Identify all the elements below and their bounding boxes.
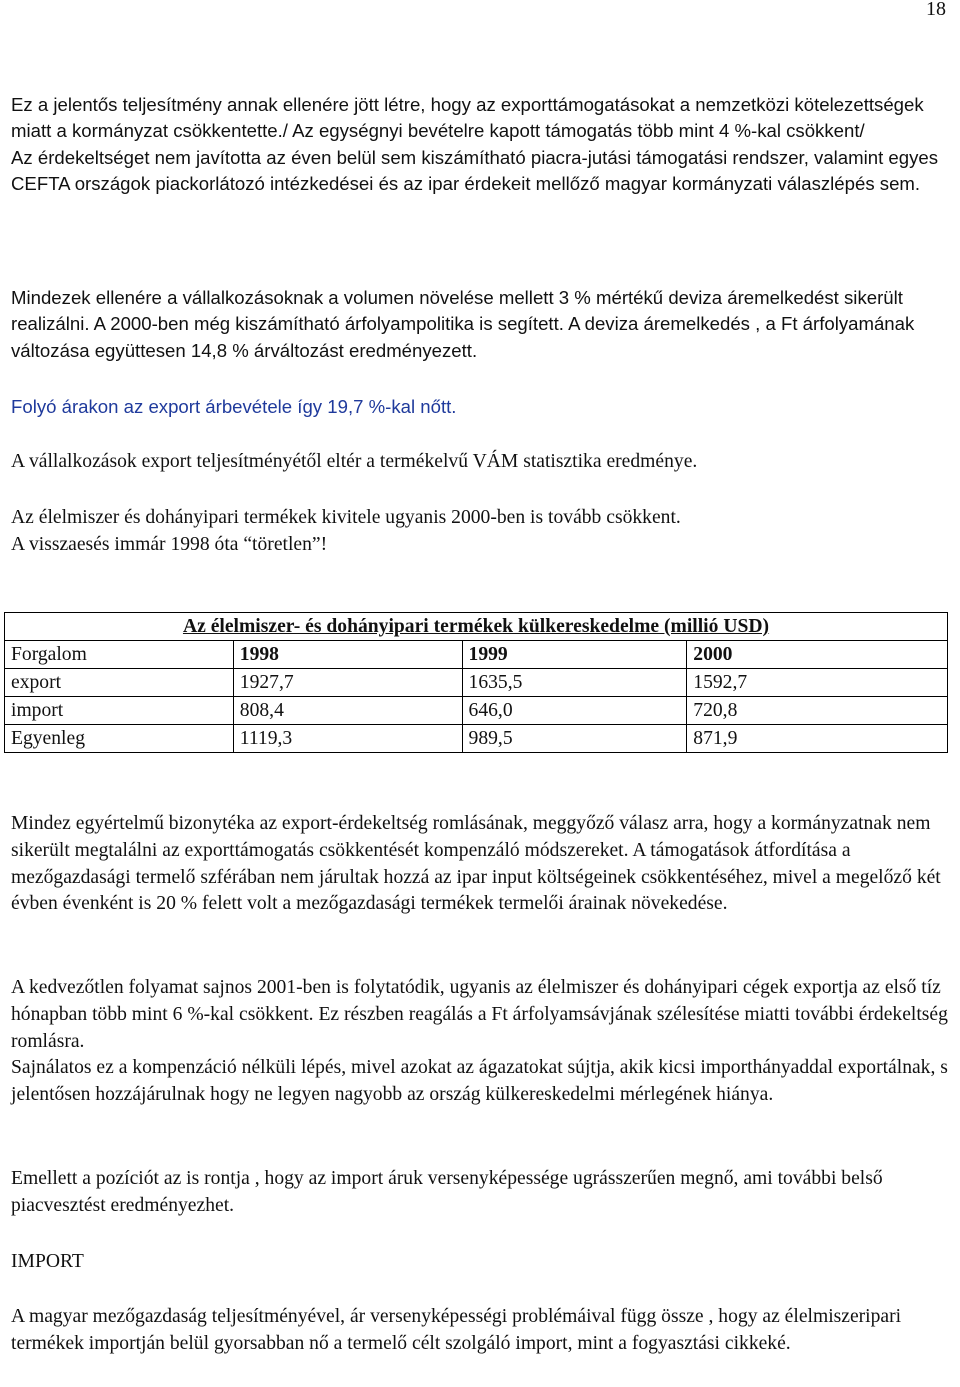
table-cell: 1927,7 xyxy=(233,669,462,697)
paragraph-2001-trend xyxy=(11,975,956,1109)
table-cell: 808,4 xyxy=(233,697,462,725)
table-header-cell: Forgalom xyxy=(5,641,234,669)
table-header-cell: 1999 xyxy=(462,641,687,669)
table-header-cell: 1998 xyxy=(233,641,462,669)
table-row xyxy=(5,725,948,753)
table-cell: 989,5 xyxy=(462,725,687,753)
paragraph-import-competitiveness xyxy=(11,1166,956,1220)
table-cell: 871,9 xyxy=(687,725,948,753)
paragraph-export-revenue xyxy=(11,394,956,420)
table-cell: 1119,3 xyxy=(233,725,462,753)
table-cell: 1592,7 xyxy=(687,669,948,697)
paragraph-text: Mindez egyértelmű bizonytéka az export-érdekeltség romlásának, meggyőző válasz arra, hogy a kormányzatnak nem sikerült megtalálni az exporttámogatás csökkentését kompenzáló módszereket. A támogatások átfordítása a mezőgazdasági termelő szférában nem járultak hozzá az ipar input költségeinek csökkentéséhez, mivel a megelőző két évben évenként is 20 % felett volt a mezőgazdasági termékek termelői árainak növekedése. xyxy=(11,813,941,915)
table-title-row xyxy=(5,613,948,641)
table-row xyxy=(5,697,948,725)
paragraph-text: Az élelmiszer és dohányipari termékek kivitele ugyanis 2000-ben is tovább csökkent. xyxy=(11,507,681,528)
table-header-row xyxy=(5,641,948,669)
paragraph-food-exports xyxy=(11,505,956,559)
table-cell: 646,0 xyxy=(462,697,687,725)
paragraph-text: Emellett a pozíciót az is rontja , hogy az import áruk versenyképessége ugrásszerűen megnő, ami további belső piacvesztést eredményezhet. xyxy=(11,1168,883,1216)
heading-text: IMPORT xyxy=(11,1251,84,1272)
paragraph-export-support xyxy=(11,92,956,198)
table-cell: Egyenleg xyxy=(5,725,234,753)
paragraph-text: A kedvezőtlen folyamat sajnos 2001-ben is folytatódik, ugyanis az élelmiszer és dohányipari cégek exportja az első tíz hónapban több mint 6 %-kal csökkent. Ez részben reagálás a Ft árfolyamsávjának szélesítése miatti további érdekeltség romlásra. xyxy=(11,977,948,1052)
table-cell: import xyxy=(5,697,234,725)
paragraph-text: Folyó árakon az export árbevétele így 19,7 %-kal nőtt. xyxy=(11,396,457,417)
paragraph-text: A magyar mezőgazdaság teljesítményével, ár versenyképességi problémáival függ össze , hogy az élelmiszeripari termékek importján belül gyorsabban nő a termelő célt szolgáló import, mint a fogyasztási cikkeké. xyxy=(11,1306,902,1354)
paragraph-text: Mindezek ellenére a vállalkozásoknak a volumen növelése mellett 3 % mértékű deviza áremelkedést sikerült realizálni. A 2000-ben még kiszámítható árfolyampolitika is segített. A deviza áremelkedés , a Ft árfolyamának változása együttesen 14,8 % árváltozást eredményezett. xyxy=(11,287,915,361)
paragraph-price-increase xyxy=(11,285,956,364)
paragraph-text: A visszaesés immár 1998 óta “töretlen”! xyxy=(11,533,328,555)
paragraph-text: Sajnálatos ez a kompenzáció nélküli lépés, mivel azokat az ágazatokat sújtja, akik kicsi importhányaddal exportálnak, s jelentősen hozzájárulnak hogy ne legyen nagyobb az ország külkereskedelmi mérlegének hiánya. xyxy=(11,1057,948,1106)
paragraph-conclusion xyxy=(11,811,956,918)
paragraph-vam-statistics xyxy=(11,449,956,476)
table-title: Az élelmiszer- és dohányipari termékek külkereskedelme (millió USD) xyxy=(5,613,948,641)
paragraph-text: Ez a jelentős teljesítmény annak ellenére jött létre, hogy az exporttámogatásokat a nemzetközi kötelezettségek miatt a kormányzat csökkentette./ Az egységnyi bevételre kapott támogatás több mint 4 %-kal csökkent/ xyxy=(11,94,924,142)
trade-table xyxy=(4,612,948,753)
table-cell: export xyxy=(5,669,234,697)
table-cell: 720,8 xyxy=(687,697,948,725)
paragraph-import xyxy=(11,1304,956,1358)
page-number: 18 xyxy=(926,0,946,20)
section-heading-import xyxy=(11,1249,956,1276)
paragraph-text: Az érdekeltséget nem javította az éven belül sem kiszámítható piacra-jutási támogatási rendszer, valamint egyes CEFTA országok piackorlátozó intézkedései és az ipar érdekeit mellőző magyar kormányzati válaszlépés sem. xyxy=(11,146,939,195)
table-row xyxy=(5,669,948,697)
table-header-cell: 2000 xyxy=(687,641,948,669)
table-cell: 1635,5 xyxy=(462,669,687,697)
paragraph-text: A vállalkozások export teljesítményétől eltér a termékelvű VÁM statisztika eredménye. xyxy=(11,451,698,472)
